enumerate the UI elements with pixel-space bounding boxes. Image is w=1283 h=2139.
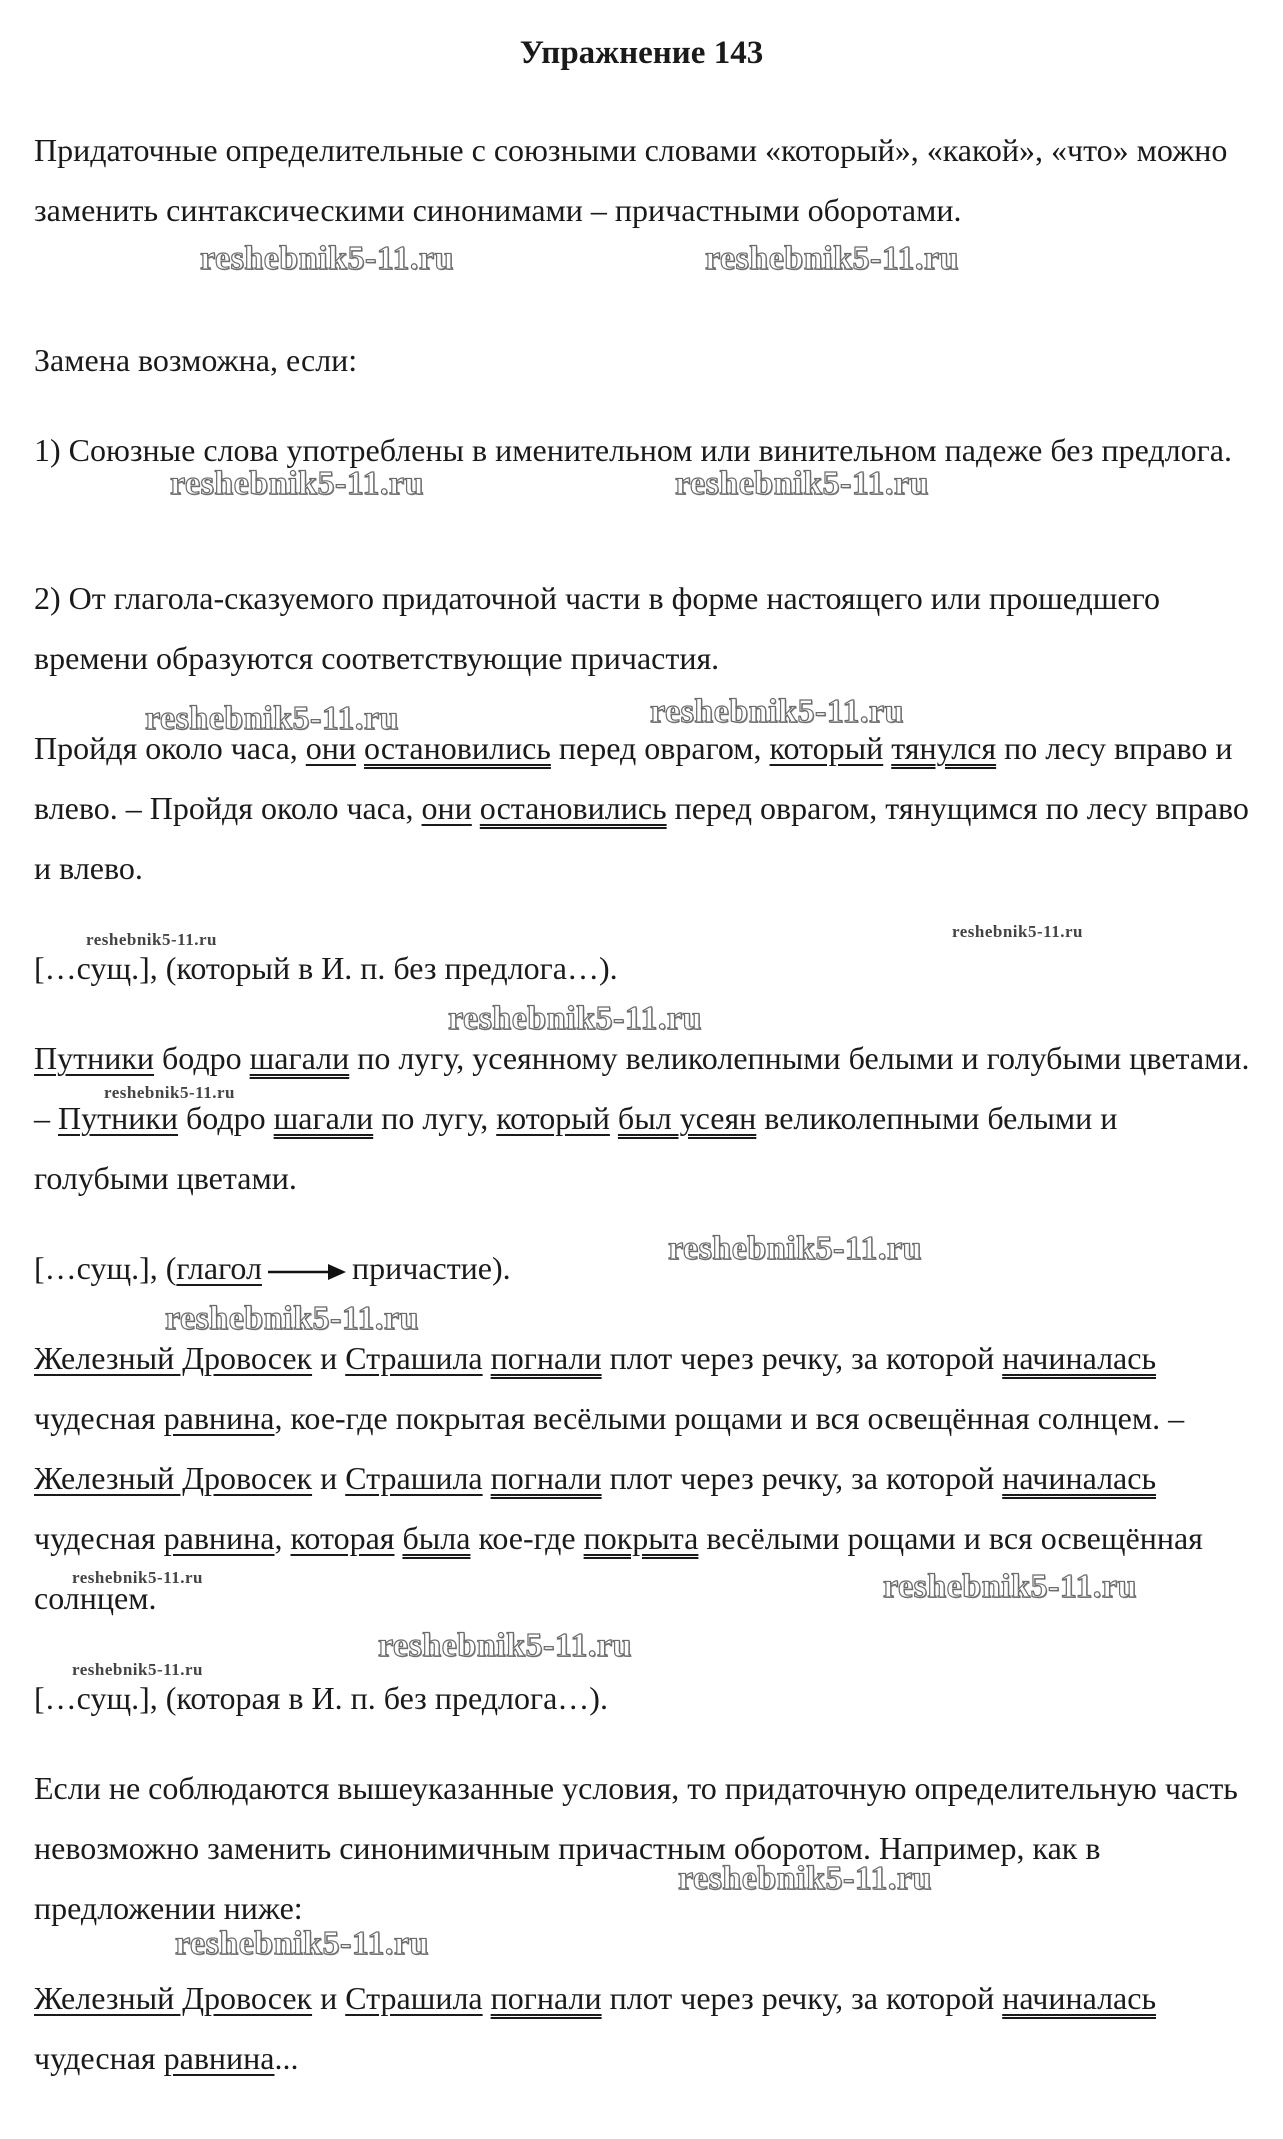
- example-4: Железный Дровосек и Страшила погнали плот через речку, за которой начиналась чудесная равнина...: [34, 1980, 1157, 2076]
- predicate-word: погнали: [490, 1460, 602, 1496]
- watermark: reshebnik5-11.ru: [200, 240, 454, 277]
- watermark: reshebnik5-11.ru: [705, 240, 959, 277]
- predicate-word: была: [402, 1520, 471, 1556]
- subject-word: Путники: [58, 1100, 179, 1136]
- subject-word: который: [496, 1100, 610, 1136]
- watermark: reshebnik5-11.ru: [675, 465, 929, 502]
- subject-word: Страшила: [345, 1980, 483, 2016]
- subject-word: Железный Дровосек: [34, 1460, 313, 1496]
- exercise-title: Упражнение 143: [519, 35, 764, 71]
- watermark: reshebnik5-11.ru: [86, 930, 217, 949]
- condition-1: 1) Союзные слова употреблены в именительном или винительном падеже без предлога.: [34, 432, 1232, 468]
- watermark: reshebnik5-11.ru: [175, 1925, 429, 1962]
- scheme-3: […сущ.], (которая в И. п. без предлога…).: [34, 1680, 608, 1716]
- subject-word: Железный Дровосек: [34, 1340, 313, 1376]
- condition-intro: Замена возможна, если:: [34, 342, 358, 378]
- predicate-word: покрыта: [583, 1520, 699, 1556]
- watermark: reshebnik5-11.ru: [72, 1660, 203, 1679]
- predicate-word: шагали: [249, 1040, 350, 1076]
- watermark: reshebnik5-11.ru: [883, 1568, 1137, 1605]
- example-1: Пройдя около часа, они остановились перед оврагом, который тянулся по лесу вправо и влево. – Пройдя около часа, они остановились перед оврагом, тянущимся по лесу вправо и влево.: [34, 730, 1249, 886]
- predicate-word: шагали: [273, 1100, 374, 1136]
- watermark: reshebnik5-11.ru: [170, 465, 424, 502]
- scheme-2: […сущ.], (глагол причастие).: [34, 1250, 511, 1286]
- subject-word: равнина: [163, 1520, 275, 1556]
- predicate-word: начиналась: [1002, 1460, 1157, 1496]
- subject-word: Страшила: [345, 1460, 483, 1496]
- subject-word: они: [305, 730, 357, 766]
- arrow-right-icon: [266, 1262, 348, 1282]
- subject-word: они: [421, 790, 472, 826]
- verb-word: глагол: [176, 1250, 262, 1286]
- predicate-word: остановились: [364, 730, 551, 766]
- conclusion-paragraph: Если не соблюдаются вышеуказанные условия, то придаточную определительную часть невозможно заменить синонимичным причастным оборотом. Например, как в предложении ниже:: [34, 1770, 1238, 1926]
- watermark: reshebnik5-11.ru: [952, 922, 1083, 941]
- intro-paragraph: Придаточные определительные с союзными словами «который», «какой», «что» можно заменить синтаксическими синонимами – причастными оборотами.: [34, 132, 1228, 228]
- example-2: Путники бодро шагали по лугу, усеянному великолепными белыми и голубыми цветами. – Путники бодро шагали по лугу, который был усеян великолепными белыми и голубыми цветами.: [34, 1040, 1250, 1196]
- predicate-word: тянулся: [891, 730, 997, 766]
- predicate-word: погнали: [490, 1340, 602, 1376]
- watermark: reshebnik5-11.ru: [104, 1083, 235, 1102]
- subject-word: которая: [290, 1520, 395, 1556]
- scheme-1: […сущ.], (который в И. п. без предлога…).: [34, 950, 618, 986]
- subject-word: который: [769, 730, 884, 766]
- subject-word: Страшила: [345, 1340, 483, 1376]
- subject-word: равнина: [163, 1400, 275, 1436]
- watermark: reshebnik5-11.ru: [145, 700, 399, 737]
- condition-2: 2) От глагола-сказуемого придаточной части в форме настоящего или прошедшего времени образуются соответствующие причастия.: [34, 580, 1160, 676]
- subject-word: Железный Дровосек: [34, 1980, 313, 2016]
- watermark: reshebnik5-11.ru: [668, 1230, 922, 1267]
- watermark: reshebnik5-11.ru: [165, 1300, 419, 1337]
- predicate-word: начиналась: [1002, 1340, 1157, 1376]
- predicate-word: начиналась: [1002, 1980, 1157, 2016]
- subject-word: равнина: [163, 2040, 275, 2076]
- watermark: reshebnik5-11.ru: [72, 1568, 203, 1587]
- watermark: reshebnik5-11.ru: [378, 1627, 632, 1664]
- watermark: reshebnik5-11.ru: [448, 1000, 702, 1037]
- predicate-word: погнали: [490, 1980, 602, 2016]
- subject-word: Путники: [34, 1040, 155, 1076]
- watermark: reshebnik5-11.ru: [650, 693, 904, 730]
- predicate-word: остановились: [479, 790, 667, 826]
- watermark: reshebnik5-11.ru: [678, 1860, 932, 1897]
- predicate-word: был усеян: [617, 1100, 757, 1136]
- example-3: Железный Дровосек и Страшила погнали плот через речку, за которой начиналась чудесная равнина, кое-где покрытая весёлыми рощами и вся освещённая солнцем. – Железный Дровосек и Страшила погнали плот через речку, за которой начиналась чудесная равнина, которая была кое-где покрыта весёлыми рощами и вся освещённая солнцем.: [34, 1340, 1203, 1616]
